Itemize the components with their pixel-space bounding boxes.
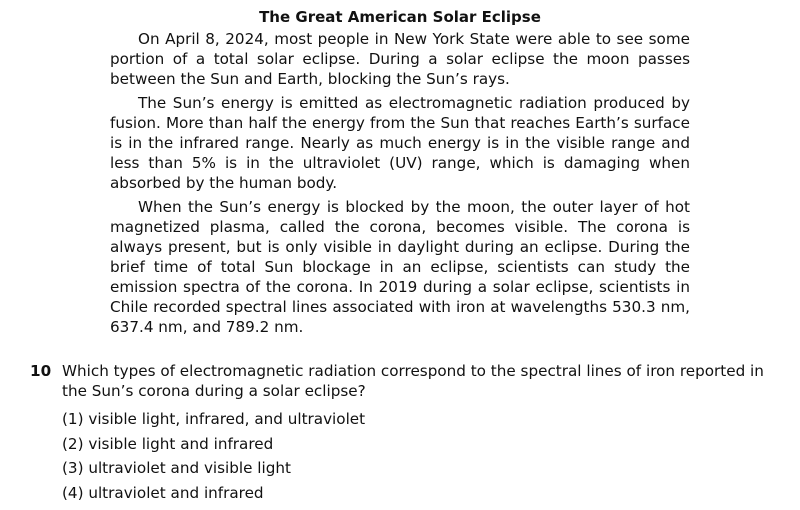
answer-choice-3[interactable]: (3) ultraviolet and visible light bbox=[62, 459, 291, 477]
question-stem: Which types of electromagnetic radiation correspond to the spectral lines of iron reported in the Sun’s corona during a solar eclipse? bbox=[62, 362, 764, 400]
answer-choice-1[interactable]: (1) visible light, infrared, and ultraviolet bbox=[62, 410, 366, 428]
answer-choice-4[interactable]: (4) ultraviolet and infrared bbox=[62, 483, 264, 502]
passage-paragraph: The Sun’s energy is emitted as electromagnetic radiation produced by fusion. More than half the energy from the Sun that reaches Earth’s surface is in the infrared range. Nearly as much energy is in the visible range and less than 5% is in the ultraviolet (UV) range, which is damaging when absorbed by the human body. bbox=[110, 94, 690, 192]
answer-choice-2[interactable]: (2) visible light and infrared bbox=[62, 434, 274, 453]
passage-body bbox=[110, 29, 690, 341]
passage-paragraph: When the Sun’s energy is blocked by the moon, the outer layer of hot magnetized plasma, called the corona, becomes visible. The corona is always present, but is only visible in daylight during an eclipse. During the brief time of total Sun blockage in an eclipse, scientists can study the emission spectra of the corona. In 2019 during a solar eclipse, scientists in Chile recorded spectral lines associated with iron at wavelengths 530.3 nm, 637.4 nm, and 789.2 nm. bbox=[110, 198, 690, 336]
passage-title: The Great American Solar Eclipse bbox=[259, 8, 541, 26]
question-number: 10 bbox=[30, 362, 52, 380]
passage-paragraph: On April 8, 2024, most people in New York State were able to see some portion of a total solar eclipse. During a solar eclipse the moon passes between the Sun and Earth, blocking the Sun’s rays. bbox=[110, 30, 690, 88]
answer-choices bbox=[62, 409, 365, 507]
